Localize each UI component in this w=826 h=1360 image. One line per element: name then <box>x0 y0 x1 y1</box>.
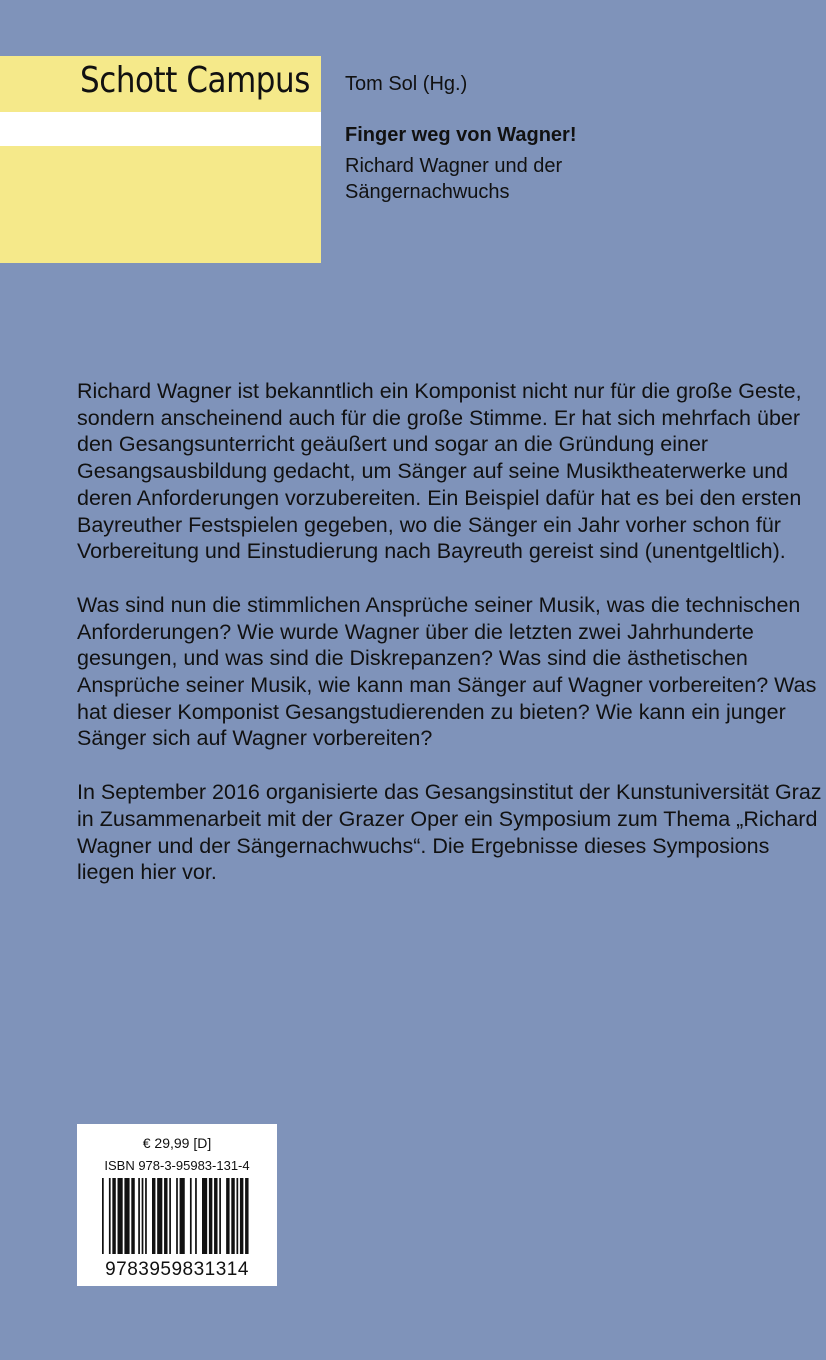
blurb-paragraph-3: In September 2016 organisierte das Gesangsinstitut der Kunstuniversität Graz in Zusammenarbeit mit der Grazer Oper ein Symposium zum Thema „Richard Wagner und der Sängernachwuchs“. Die Ergebnisse dieses Symposions liegen hier vor. <box>77 780 822 885</box>
barcode-bar <box>214 1178 217 1254</box>
barcode-bar <box>190 1178 192 1254</box>
barcode-bar <box>145 1178 147 1254</box>
barcode-bar <box>157 1178 162 1254</box>
barcode-bar <box>202 1178 207 1254</box>
barcode-bar <box>112 1178 115 1254</box>
isbn-label: ISBN 978-3-95983-131-4 <box>104 1158 250 1173</box>
barcode-bars <box>102 1178 252 1254</box>
barcode-bar <box>164 1178 167 1254</box>
barcode-bar <box>219 1178 221 1254</box>
logo-white-band <box>0 112 321 146</box>
barcode-bar <box>176 1178 178 1254</box>
barcode-bar <box>152 1178 155 1254</box>
book-editor: Tom Sol (Hg.) <box>345 73 468 95</box>
barcode-bar <box>109 1178 111 1254</box>
book-subtitle: Richard Wagner und der Sängernachwuchs <box>345 155 563 203</box>
barcode-bar <box>231 1178 234 1254</box>
blurb-paragraph-1: Richard Wagner ist bekanntlich ein Komponist nicht nur für die große Geste, sondern anscheinend auch für die große Stimme. Er hat sich mehrfach über den Gesangsunterricht geäußert und sogar an die Gründung einer Gesangsausbildung gedacht, um Sänger auf seine Musiktheaterwerke und deren Anforderungen vorzubereiten. Ein Beispiel dafür hat es bei den ersten Bayreuther Festspielen gegeben, wo die Sänger ein Jahr vorher schon für Vorbereitung und Einstudierung nach Bayreuth gereist sind (unentgeltlich). <box>77 379 802 564</box>
barcode-bar <box>142 1178 144 1254</box>
barcode-bar <box>131 1178 134 1254</box>
barcode-bar <box>102 1178 104 1254</box>
blurb-paragraph-2: Was sind nun die stimmlichen Ansprüche seiner Musik, was die technischen Anforderungen? Wie wurde Wagner über die letzten zwei Jahrhunderte gesungen, und was sind die Diskrepanzen? Was sind die ästhetischen Ansprüche seiner Musik, wie kann man Sänger auf Wagner vorbereiten? Was hat dieser Komponist Gesangstudierenden zu bieten? Wie kann ein junger Sänger sich auf Wagner vorbereiten? <box>77 592 817 751</box>
book-title: Finger weg von Wagner! <box>345 124 577 146</box>
barcode-bar <box>138 1178 140 1254</box>
barcode-bar <box>226 1178 229 1254</box>
barcode-bar <box>118 1178 123 1254</box>
publisher-logo <box>0 56 321 263</box>
price-label: € 29,99 [D] <box>142 1135 212 1151</box>
barcode-bar <box>240 1178 243 1254</box>
barcode-bar <box>169 1178 171 1254</box>
barcode-bar <box>245 1178 248 1254</box>
barcode-bar <box>209 1178 212 1254</box>
ean-number: 9783959831314 <box>105 1259 249 1280</box>
blurb <box>77 378 822 913</box>
barcode-label <box>77 1124 277 1286</box>
publisher-logo-text: Schott Campus <box>80 60 310 101</box>
barcode-bar <box>236 1178 238 1254</box>
barcode-bar <box>195 1178 197 1254</box>
barcode-bar <box>124 1178 129 1254</box>
barcode-bar <box>180 1178 185 1254</box>
